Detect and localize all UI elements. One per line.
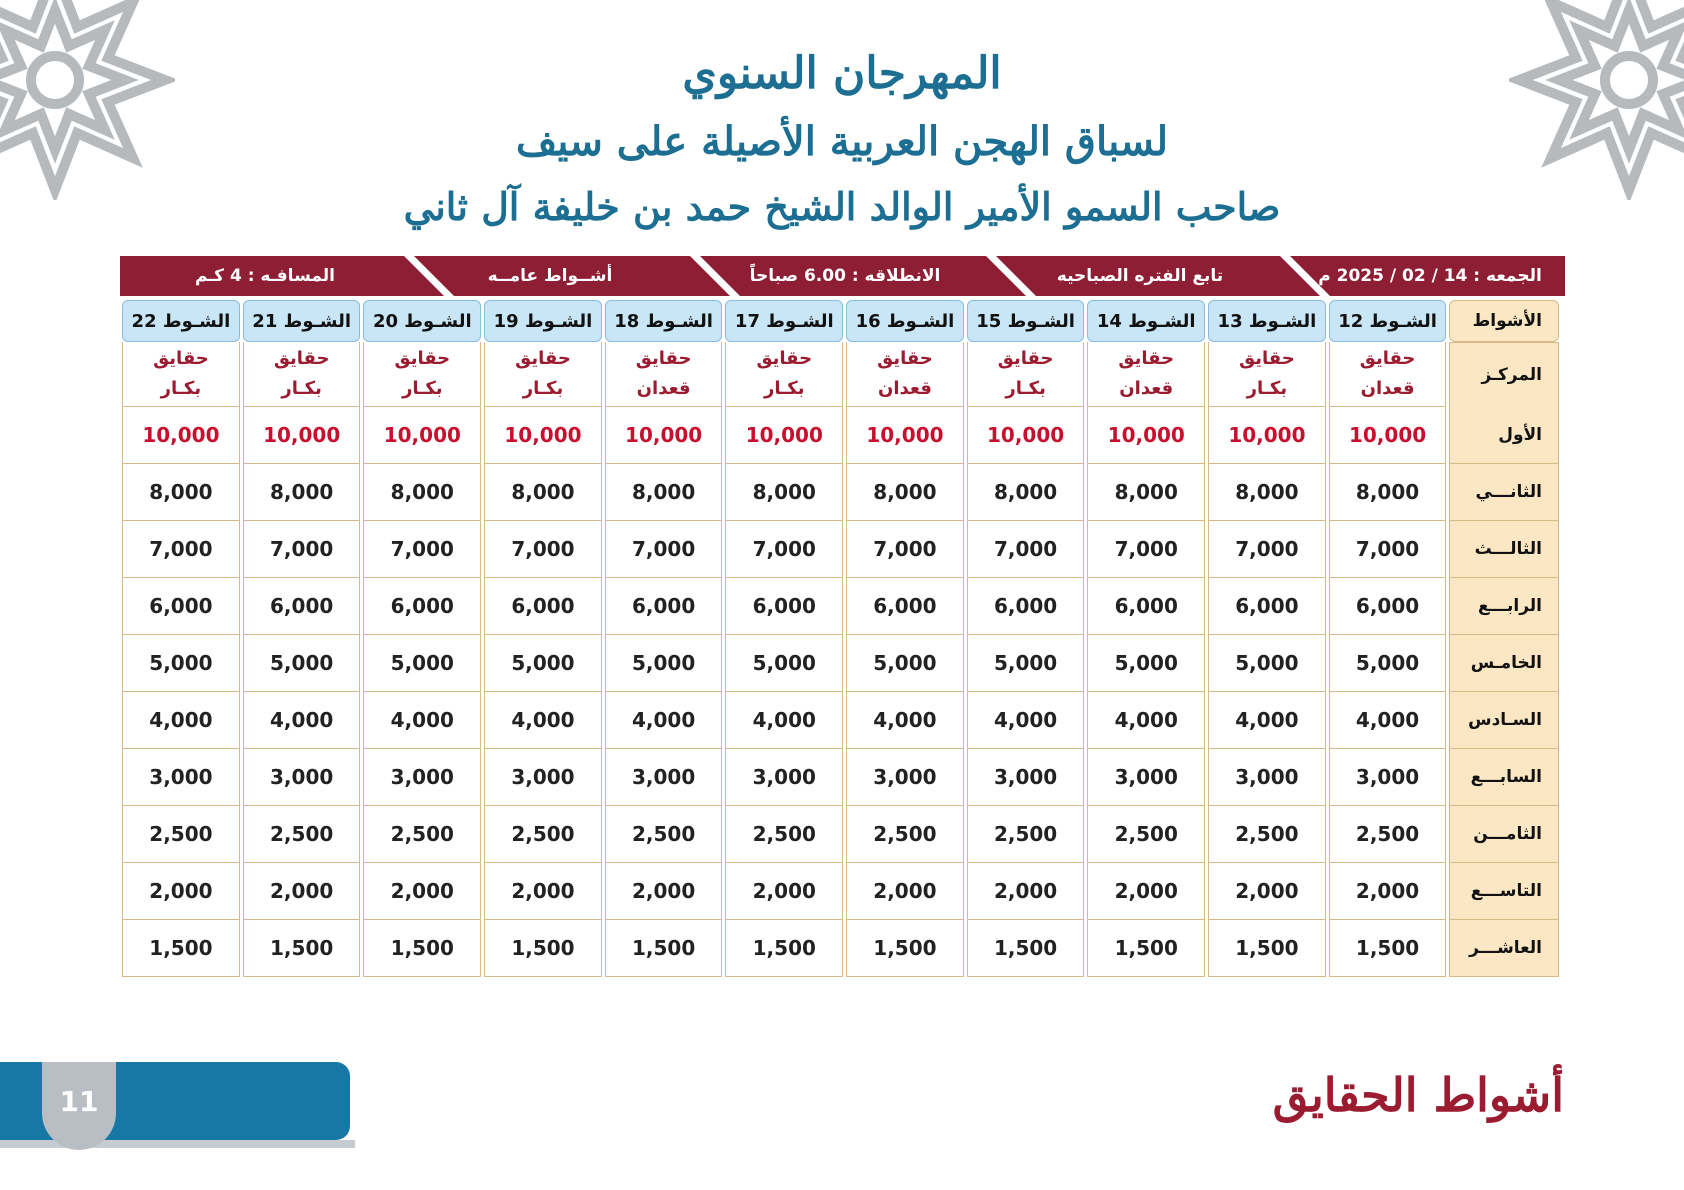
prize-cell: 5,000 bbox=[1208, 635, 1326, 692]
prize-cell: 4,000 bbox=[1087, 692, 1205, 749]
prize-cell: 2,000 bbox=[1329, 863, 1447, 920]
category-cell bbox=[1087, 342, 1205, 407]
race-header: الشـوط 15 bbox=[967, 300, 1085, 342]
prize-cell: 7,000 bbox=[243, 521, 361, 578]
prize-cell: 8,000 bbox=[1329, 464, 1447, 521]
prize-cell: 7,000 bbox=[1208, 521, 1326, 578]
prize-cell: 1,500 bbox=[605, 920, 723, 977]
prize-cell: 2,500 bbox=[122, 806, 240, 863]
prize-cell: 4,000 bbox=[1208, 692, 1326, 749]
prize-cell: 1,500 bbox=[243, 920, 361, 977]
prize-cell: 10,000 bbox=[725, 407, 843, 464]
place-label: الثالـــث bbox=[1449, 521, 1559, 578]
prize-cell: 2,000 bbox=[122, 863, 240, 920]
prize-cell: 10,000 bbox=[1329, 407, 1447, 464]
place-label: الثامـــن bbox=[1449, 806, 1559, 863]
category-cell bbox=[1329, 342, 1447, 407]
prize-cell: 1,500 bbox=[1329, 920, 1447, 977]
prize-cell: 8,000 bbox=[1087, 464, 1205, 521]
prize-cell: 5,000 bbox=[484, 635, 602, 692]
category-cell bbox=[605, 342, 723, 407]
prize-cell: 7,000 bbox=[1329, 521, 1447, 578]
prize-cell: 2,000 bbox=[243, 863, 361, 920]
prize-cell: 8,000 bbox=[725, 464, 843, 521]
prize-cell: 10,000 bbox=[846, 407, 964, 464]
category-kind: قعدان bbox=[636, 378, 691, 399]
place-label: الخامـس bbox=[1449, 635, 1559, 692]
prize-cell: 5,000 bbox=[363, 635, 481, 692]
category-age: حقايق bbox=[635, 348, 692, 369]
prize-cell: 5,000 bbox=[725, 635, 843, 692]
prize-cell: 7,000 bbox=[605, 521, 723, 578]
prize-cell: 6,000 bbox=[846, 578, 964, 635]
category-age: حقايق bbox=[1118, 348, 1175, 369]
prize-cell: 7,000 bbox=[1087, 521, 1205, 578]
prize-cell: 2,000 bbox=[484, 863, 602, 920]
prize-cell: 5,000 bbox=[243, 635, 361, 692]
category-cell bbox=[484, 342, 602, 407]
category-kind: بكـار bbox=[402, 378, 443, 399]
prize-cell: 6,000 bbox=[243, 578, 361, 635]
prize-cell: 2,000 bbox=[1087, 863, 1205, 920]
category-kind: بكـار bbox=[522, 378, 564, 399]
category-age: حقايق bbox=[877, 348, 933, 369]
prize-cell: 2,500 bbox=[1329, 806, 1447, 863]
prize-cell: 1,500 bbox=[1208, 920, 1326, 977]
category-age: حقايق bbox=[273, 348, 330, 369]
prize-cell: 5,000 bbox=[1329, 635, 1447, 692]
info-start-time: الانطلاقه : 6.00 صباحاً bbox=[749, 266, 941, 286]
race-header: الشـوط 21 bbox=[243, 300, 361, 342]
prize-cell: 5,000 bbox=[1087, 635, 1205, 692]
prize-cell: 10,000 bbox=[484, 407, 602, 464]
races-label: الأشواط bbox=[1449, 300, 1559, 342]
prize-cell: 7,000 bbox=[122, 521, 240, 578]
page-number: 11 bbox=[42, 1062, 116, 1150]
category-cell bbox=[363, 342, 481, 407]
prize-cell: 6,000 bbox=[484, 578, 602, 635]
place-label: الأول bbox=[1449, 407, 1559, 464]
prize-cell: 2,500 bbox=[605, 806, 723, 863]
prize-cell: 1,500 bbox=[725, 920, 843, 977]
prize-cell: 4,000 bbox=[122, 692, 240, 749]
prize-cell: 1,500 bbox=[484, 920, 602, 977]
prize-cell: 6,000 bbox=[363, 578, 481, 635]
category-kind: قعدان bbox=[877, 378, 932, 399]
category-age: حقايق bbox=[1239, 348, 1295, 369]
festival-subtitle: لسباق الهجن العربية الأصيلة على سيف bbox=[515, 118, 1169, 165]
race-header: الشـوط 17 bbox=[725, 300, 843, 342]
prize-cell: 5,000 bbox=[967, 635, 1085, 692]
prize-cell: 3,000 bbox=[1208, 749, 1326, 806]
category-age: حقايق bbox=[1359, 348, 1416, 369]
prize-cell: 8,000 bbox=[1208, 464, 1326, 521]
festival-title: المهرجان السنوي bbox=[682, 48, 1002, 99]
prize-cell: 4,000 bbox=[1329, 692, 1447, 749]
prize-cell: 2,000 bbox=[363, 863, 481, 920]
prize-cell: 2,500 bbox=[1208, 806, 1326, 863]
prize-cell: 1,500 bbox=[122, 920, 240, 977]
category-age: حقايق bbox=[515, 348, 571, 369]
prize-cell: 7,000 bbox=[363, 521, 481, 578]
category-kind: بكـار bbox=[1246, 378, 1288, 399]
race-header: الشـوط 14 bbox=[1087, 300, 1205, 342]
festival-patron: صاحب السمو الأمير الوالد الشيخ حمد بن خليفة آل ثاني bbox=[403, 184, 1281, 229]
category-kind: قعدان bbox=[1360, 378, 1415, 399]
prize-cell: 2,000 bbox=[846, 863, 964, 920]
race-header: الشـوط 16 bbox=[846, 300, 964, 342]
prize-cell: 2,500 bbox=[967, 806, 1085, 863]
prize-cell: 4,000 bbox=[484, 692, 602, 749]
prize-cell: 6,000 bbox=[967, 578, 1085, 635]
prize-cell: 7,000 bbox=[967, 521, 1085, 578]
race-header: الشـوط 20 bbox=[363, 300, 481, 342]
place-label: السابـــع bbox=[1449, 749, 1559, 806]
prize-cell: 2,500 bbox=[363, 806, 481, 863]
category-age: حقايق bbox=[756, 348, 813, 369]
prize-cell: 6,000 bbox=[1087, 578, 1205, 635]
category-age: حقايق bbox=[394, 348, 451, 369]
prize-cell: 2,500 bbox=[725, 806, 843, 863]
prize-cell: 10,000 bbox=[363, 407, 481, 464]
prize-cell: 3,000 bbox=[1087, 749, 1205, 806]
prize-cell: 2,000 bbox=[1208, 863, 1326, 920]
prize-cell: 8,000 bbox=[363, 464, 481, 521]
category-cell bbox=[1208, 342, 1326, 407]
place-label: التاســـع bbox=[1449, 863, 1559, 920]
place-label: الرابـــع bbox=[1449, 578, 1559, 635]
category-cell bbox=[967, 342, 1085, 407]
prize-cell: 7,000 bbox=[725, 521, 843, 578]
race-header: الشـوط 12 bbox=[1329, 300, 1447, 342]
prize-cell: 4,000 bbox=[363, 692, 481, 749]
category-cell bbox=[725, 342, 843, 407]
race-info-bar bbox=[120, 256, 1565, 296]
race-header: الشـوط 22 bbox=[122, 300, 240, 342]
prize-cell: 3,000 bbox=[1329, 749, 1447, 806]
prize-cell: 8,000 bbox=[967, 464, 1085, 521]
prize-cell: 1,500 bbox=[1087, 920, 1205, 977]
prize-cell: 2,500 bbox=[1087, 806, 1205, 863]
race-header: الشـوط 19 bbox=[484, 300, 602, 342]
prize-cell: 6,000 bbox=[122, 578, 240, 635]
prize-cell: 2,500 bbox=[243, 806, 361, 863]
info-race-type: أشــواط عامــه bbox=[487, 266, 613, 286]
info-distance: المسافـه : 4 كـم bbox=[195, 266, 335, 286]
star-ornament-left bbox=[0, 0, 175, 200]
prize-cell: 7,000 bbox=[484, 521, 602, 578]
info-session: تابع الفتره الصباحيه bbox=[1056, 266, 1224, 286]
prize-cell: 5,000 bbox=[122, 635, 240, 692]
category-age: حقايق bbox=[997, 348, 1054, 369]
prize-cell: 3,000 bbox=[363, 749, 481, 806]
prize-cell: 10,000 bbox=[1208, 407, 1326, 464]
place-label: الثانـــي bbox=[1449, 464, 1559, 521]
prize-cell: 10,000 bbox=[122, 407, 240, 464]
prize-table bbox=[119, 300, 1562, 977]
prize-cell: 5,000 bbox=[605, 635, 723, 692]
category-kind: بكـار bbox=[1005, 378, 1046, 399]
prize-cell: 10,000 bbox=[967, 407, 1085, 464]
prize-cell: 8,000 bbox=[846, 464, 964, 521]
prize-cell: 6,000 bbox=[725, 578, 843, 635]
prize-cell: 8,000 bbox=[605, 464, 723, 521]
prize-cell: 3,000 bbox=[846, 749, 964, 806]
prize-cell: 1,500 bbox=[363, 920, 481, 977]
section-title: أشواط الحقايق bbox=[1272, 1068, 1564, 1122]
prize-cell: 2,000 bbox=[725, 863, 843, 920]
category-kind: بكـار bbox=[764, 378, 805, 399]
prize-cell: 10,000 bbox=[605, 407, 723, 464]
place-label: السـادس bbox=[1449, 692, 1559, 749]
prize-cell: 8,000 bbox=[122, 464, 240, 521]
prize-cell: 10,000 bbox=[243, 407, 361, 464]
prize-cell: 7,000 bbox=[846, 521, 964, 578]
prize-cell: 4,000 bbox=[605, 692, 723, 749]
prize-cell: 2,000 bbox=[967, 863, 1085, 920]
prize-cell: 2,500 bbox=[846, 806, 964, 863]
prize-cell: 2,000 bbox=[605, 863, 723, 920]
prize-cell: 8,000 bbox=[484, 464, 602, 521]
prize-cell: 3,000 bbox=[725, 749, 843, 806]
place-label: العاشـــر bbox=[1449, 920, 1559, 977]
category-kind: قعدان bbox=[1119, 378, 1174, 399]
prize-cell: 4,000 bbox=[725, 692, 843, 749]
star-ornament-right bbox=[1509, 0, 1684, 200]
prize-cell: 1,500 bbox=[967, 920, 1085, 977]
center-label: المركـز bbox=[1449, 342, 1559, 407]
prize-cell: 3,000 bbox=[967, 749, 1085, 806]
category-age: حقايق bbox=[153, 348, 209, 369]
category-cell bbox=[846, 342, 964, 407]
category-cell bbox=[243, 342, 361, 407]
prize-cell: 6,000 bbox=[1329, 578, 1447, 635]
info-date: الجمعه : 14 / 02 / 2025 م bbox=[1318, 266, 1542, 286]
category-kind: بكـار bbox=[160, 378, 202, 399]
prize-cell: 4,000 bbox=[846, 692, 964, 749]
category-cell bbox=[122, 342, 240, 407]
prize-cell: 3,000 bbox=[605, 749, 723, 806]
prize-cell: 4,000 bbox=[967, 692, 1085, 749]
prize-cell: 6,000 bbox=[1208, 578, 1326, 635]
prize-cell: 10,000 bbox=[1087, 407, 1205, 464]
prize-cell: 8,000 bbox=[243, 464, 361, 521]
prize-cell: 5,000 bbox=[846, 635, 964, 692]
race-header: الشـوط 18 bbox=[605, 300, 723, 342]
prize-cell: 2,500 bbox=[484, 806, 602, 863]
prize-cell: 4,000 bbox=[243, 692, 361, 749]
prize-cell: 6,000 bbox=[605, 578, 723, 635]
prize-cell: 3,000 bbox=[484, 749, 602, 806]
category-kind: بكـار bbox=[281, 378, 322, 399]
prize-cell: 3,000 bbox=[122, 749, 240, 806]
prize-cell: 3,000 bbox=[243, 749, 361, 806]
prize-cell: 1,500 bbox=[846, 920, 964, 977]
race-header: الشـوط 13 bbox=[1208, 300, 1326, 342]
